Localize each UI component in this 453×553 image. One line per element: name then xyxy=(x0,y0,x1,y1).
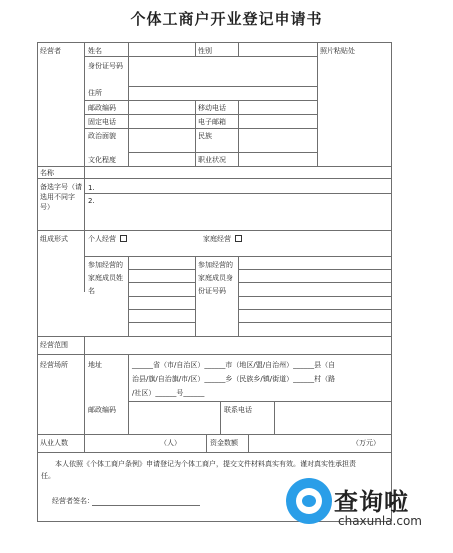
capital-label: 资金数额 xyxy=(210,439,238,447)
alt-name-2: 2. xyxy=(88,197,95,205)
family-checkbox[interactable] xyxy=(235,235,242,242)
mobile-label: 移动电话 xyxy=(198,104,226,112)
occupation-label: 职业状况 xyxy=(198,156,226,164)
watermark-domain: chaxunla.com xyxy=(338,514,422,528)
alt-names-label: 备选字号（请选用不同字号） xyxy=(40,183,82,211)
signature-line[interactable] xyxy=(92,505,200,506)
individual-label: 个人经营 xyxy=(88,235,116,243)
name-label: 姓名 xyxy=(88,47,102,55)
org-form-label: 组成形式 xyxy=(40,235,68,243)
business-name-label: 名称 xyxy=(40,169,54,177)
postcode-label: 邮政编码 xyxy=(88,104,116,112)
family-option[interactable] xyxy=(203,234,242,244)
family-ids-label: 参加经营的家庭成员身份证号码 xyxy=(198,261,233,295)
address-line-2: 治县/旗/自治旗/市/区）______乡（民族乡/镇/街道）______村（路 xyxy=(132,375,336,383)
family-label: 家庭经营 xyxy=(203,235,231,243)
alt-name-1: 1. xyxy=(88,184,95,192)
employees-unit: （人） xyxy=(160,439,181,447)
search-logo-dot xyxy=(302,495,316,507)
watermark-brand: 查询啦 xyxy=(334,488,409,516)
individual-option[interactable] xyxy=(88,234,127,244)
email-label: 电子邮箱 xyxy=(198,118,226,126)
signature-label: 经营者签名： xyxy=(52,497,94,505)
gender-label: 性别 xyxy=(198,47,212,55)
page-title: 个体工商户开业登记申请书 xyxy=(130,10,323,28)
address-line-1: ______省（市/自治区）______市（地区/盟/自治州）______县（自 xyxy=(132,361,336,369)
education-label: 文化程度 xyxy=(88,156,116,164)
premises-phone-label: 联系电话 xyxy=(224,406,252,414)
employees-label: 从业人数 xyxy=(40,439,68,447)
operator-section-label: 经营者 xyxy=(40,47,61,55)
premises-label: 经营场所 xyxy=(40,361,68,369)
political-label: 政治面貌 xyxy=(88,132,116,140)
individual-checkbox[interactable] xyxy=(120,235,127,242)
premises-postcode-label: 邮政编码 xyxy=(88,406,116,414)
family-names-label: 参加经营的家庭成员姓名 xyxy=(88,261,123,295)
capital-unit: （万元） xyxy=(352,439,380,447)
declaration-text: 本人依照《个体工商户条例》申请登记为个体工商户，提交文件材料真实有效。谨对真实性承担责任。 xyxy=(41,460,356,480)
residence-label: 住所 xyxy=(88,89,102,97)
photo-placeholder: 照片粘贴处 xyxy=(320,47,355,55)
landline-label: 固定电话 xyxy=(88,118,116,126)
address-line-3: /社区）______号______ xyxy=(132,389,205,397)
id-number-label: 身份证号码 xyxy=(88,62,123,70)
ethnicity-label: 民族 xyxy=(198,132,212,140)
address-label: 地址 xyxy=(88,361,102,369)
scope-label: 经营范围 xyxy=(40,341,68,349)
